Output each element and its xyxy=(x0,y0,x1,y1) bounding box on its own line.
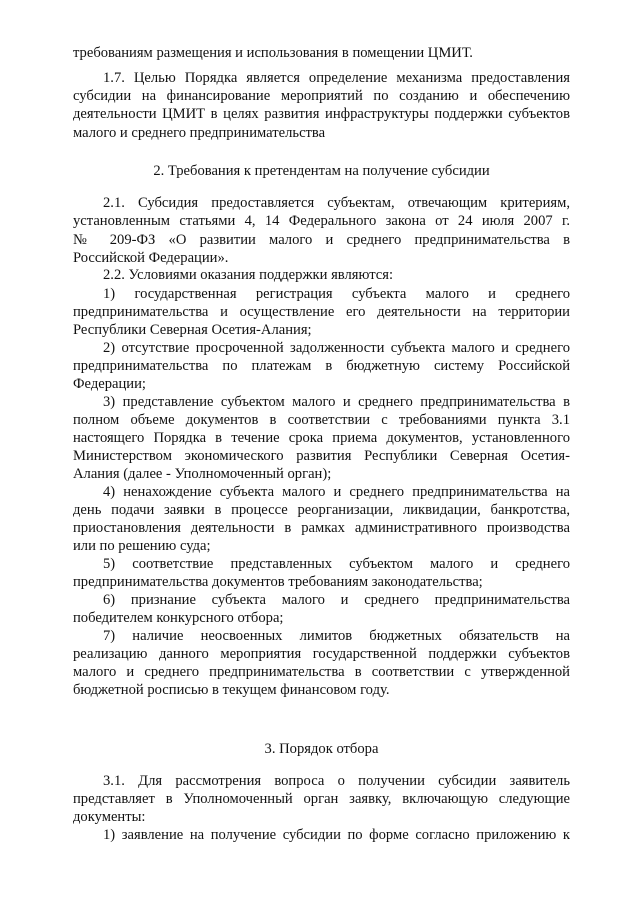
text-line: настоящего Порядка в течение срока приема документов, установленного xyxy=(73,430,570,446)
text-line: предпринимательства по платежам в бюджетную систему Российской xyxy=(73,358,570,374)
text-line: реализацию данного мероприятия государственной поддержки субъектов xyxy=(73,646,570,662)
text-line: малого и среднего предпринимательства xyxy=(73,125,326,141)
paragraph-1-7: 1.7. Целью Порядка является определение механизма предоставления xyxy=(103,70,570,86)
text-line: предпринимательства и осуществление его деятельности на территории xyxy=(73,304,570,320)
text-line: Министерством экономического развития Республики Северная Осетия- xyxy=(73,448,570,464)
text-line: победителем конкурсного отбора; xyxy=(73,610,284,626)
text-line: предпринимательства документов требованиям законодательства; xyxy=(73,574,483,590)
list-item-7: 7) наличие неосвоенных лимитов бюджетных обязательств на xyxy=(103,628,570,644)
text-line: или по решению суда; xyxy=(73,538,211,554)
paragraph-2-1: 2.1. Субсидия предоставляется субъектам, отвечающим критериям, xyxy=(103,195,570,211)
list-item-4: 4) ненахождение субъекта малого и среднего предпринимательства на xyxy=(103,484,570,500)
text-line: Федерации; xyxy=(73,376,146,392)
text-line: установленным статьями 4, 14 Федерального закона от 24 июля 2007 г. xyxy=(73,213,570,229)
text-line: Алания (далее - Уполномоченный орган); xyxy=(73,466,332,482)
text-line: документы: xyxy=(73,809,146,825)
text-line: Российской Федерации». xyxy=(73,250,229,266)
paragraph-2-2: 2.2. Условиями оказания поддержки являются: xyxy=(103,267,394,283)
paragraph-3-1: 3.1. Для рассмотрения вопроса о получении субсидии заявитель xyxy=(103,773,570,789)
list-item-5: 5) соответствие представленных субъектом малого и среднего xyxy=(103,556,570,572)
text-line: № 209-ФЗ «О развитии малого и среднего предпринимательства в xyxy=(73,232,570,248)
text-line: полном объеме документов в соответствии с требованиями пункта 3.1 xyxy=(73,412,570,428)
text-line: требованиям размещения и использования в помещении ЦМИТ. xyxy=(73,45,473,61)
list-item-2: 2) отсутствие просроченной задолженности субъекта малого и среднего xyxy=(103,340,570,356)
list-item-6: 6) признание субъекта малого и среднего предпринимательства xyxy=(103,592,570,608)
text-line: субсидии на финансирование мероприятий по созданию и обеспечению xyxy=(73,88,570,104)
text-line: малого и среднего предпринимательства в соответствии с утвержденной xyxy=(73,664,570,680)
text-line: Республики Северная Осетия-Алания; xyxy=(73,322,312,338)
section-heading-2: 2. Требования к претендентам на получение субсидии xyxy=(153,163,490,179)
text-line: бюджетной росписью в текущем финансовом году. xyxy=(73,682,390,698)
list-item-3: 3) представление субъектом малого и среднего предпринимательства в xyxy=(103,394,570,410)
text-line: деятельности ЦМИТ в целях развития инфраструктуры поддержки субъектов xyxy=(73,106,570,122)
section-heading-3: 3. Порядок отбора xyxy=(264,741,379,757)
text-line: день подачи заявки в процессе реорганизации, ликвидации, банкротства, xyxy=(73,502,570,518)
text-line: представляет в Уполномоченный орган заявку, включающую следующие xyxy=(73,791,570,807)
text-line: приостановления деятельности в рамках административного производства xyxy=(73,520,570,536)
list-item-3-1-1: 1) заявление на получение субсидии по форме согласно приложению к xyxy=(103,827,570,843)
list-item-1: 1) государственная регистрация субъекта малого и среднего xyxy=(103,286,570,302)
